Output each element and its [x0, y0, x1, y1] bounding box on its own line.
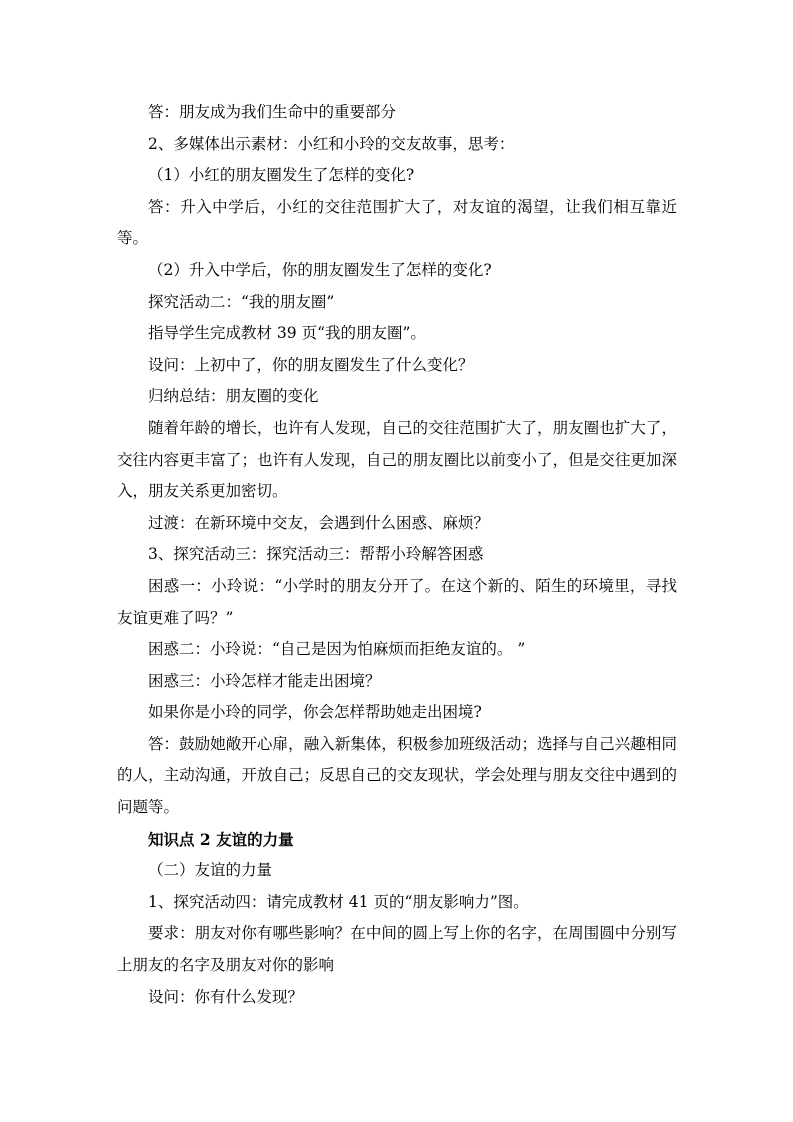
paragraph-answer-1: 答：升入中学后，小红的交往范围扩大了，对友谊的渴望，让我们相互靠近等。 — [117, 197, 677, 248]
paragraph-confusion-three: 困惑三：小玲怎样才能走出困境？ — [148, 671, 381, 690]
paragraph-question-1: （1）小红的朋友圈发生了怎样的变化? — [148, 166, 415, 185]
document-body — [117, 97, 677, 1013]
paragraph-summary-heading: 归纳总结：朋友圈的变化 — [148, 387, 319, 406]
paragraph-summary-body: 随着年龄的增长，也许有人发现，自己的交往范围扩大了，朋友圈也扩大了，交往内容更丰富了；也许有人发现，自己的朋友圈比以前变小了，但是交往更加深入，朋友关系更加密切。 — [117, 418, 677, 501]
paragraph-activity-two: 探究活动二：“我的朋友圈” — [148, 292, 335, 311]
paragraph-transition: 过渡：在新环境中交友，会遇到什么困惑、麻烦？ — [148, 513, 490, 532]
paragraph-answer-friends-important: 答：朋友成为我们生命中的重要部分 — [148, 103, 397, 121]
paragraph-activity-three: 3、探究活动三：探究活动三：帮帮小玲解答困惑 — [148, 545, 484, 564]
paragraph-confusion-two: 困惑二：小玲说：“自己是因为怕麻烦而拒绝友谊的。 ” — [148, 640, 526, 659]
paragraph-multimedia-material: 2、多媒体出示素材：小红和小玲的交友故事，思考： — [148, 134, 515, 153]
paragraph-requirement: 要求：朋友对你有哪些影响？在中间的圆上写上你的名字，在周围圆中分别写上朋友的名字及朋友对你的影响 — [117, 924, 677, 975]
paragraph-confusion-one: 困惑一：小玲说：“小学时的朋友分开了。在这个新的、陌生的环境里，寻找友谊更难了吗？” — [117, 576, 677, 627]
paragraph-question-change: 设问：上初中了，你的朋友圈发生了什么变化？ — [148, 355, 474, 374]
paragraph-guide-students: 指导学生完成教材 39 页“我的朋友圈”。 — [148, 324, 426, 343]
section-heading-knowledge-2: 知识点 2 友谊的力量 — [148, 829, 294, 849]
paragraph-question-2: （2）升入中学后，你的朋友圈发生了怎样的变化? — [148, 260, 492, 279]
paragraph-question-discovery: 设问：你有什么发现？ — [148, 987, 304, 1006]
paragraph-answer-encourage: 答：鼓励她敞开心扉，融入新集体，积极参加班级活动；选择与自己兴趣相同的人，主动沟通，开放自己；反思自己的交友现状，学会处理与朋友交往中遇到的问题等。 — [117, 734, 677, 817]
paragraph-subsection-power: （二）友谊的力量 — [148, 861, 273, 880]
paragraph-activity-four: 1、探究活动四：请完成教材 41 页的“朋友影响力”图。 — [148, 892, 529, 911]
paragraph-if-classmate: 如果你是小玲的同学，你会怎样帮助她走出困境? — [148, 703, 482, 722]
